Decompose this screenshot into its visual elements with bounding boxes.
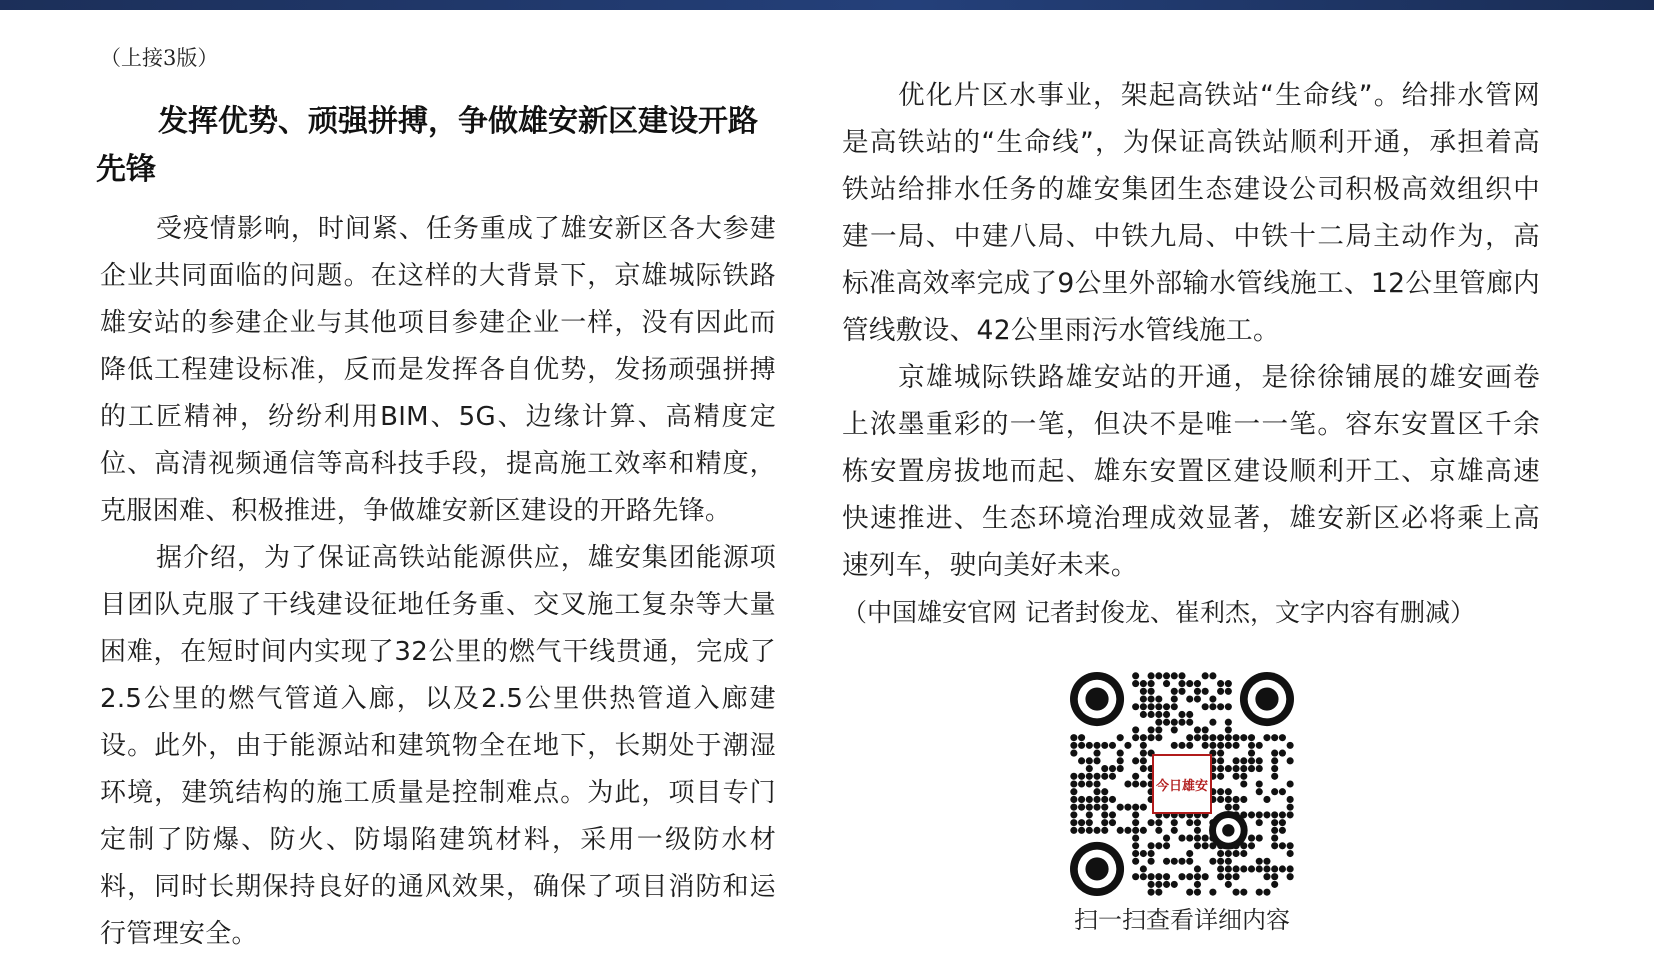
left-text-column (100, 206, 776, 958)
paragraph: 优化片区水事业，架起高铁站“生命线”。给排水管网是高铁站的“生命线”，为保证高铁站顺利开通，承担着高铁站给排水任务的雄安集团生态建设公司积极高效组织中建一局、中建八局、中铁九局、中铁十二局主动作为，高标准高效率完成了9公里外部输水管线施工、12公里管廊内管线敷设、42公里雨污水管线施工。 (842, 80, 1540, 346)
qr-code[interactable] (1070, 672, 1294, 896)
paragraph: 受疫情影响，时间紧、任务重成了雄安新区各大参建企业共同面临的问题。在这样的大背景下，京雄城际铁路雄安站的参建企业与其他项目参建企业一样，没有因此而降低工程建设标准，反而是发挥各自优势，发扬顽强拼搏的工匠精神，纷纷利用BIM、5G、边缘计算、高精度定位、高清视频通信等高科技手段，提高施工效率和精度，克服困难、积极推进，争做雄安新区建设的开路先锋。 (100, 214, 776, 526)
qr-caption: 扫一扫查看详细内容 (1074, 906, 1290, 934)
qr-logo: 今日雄安 (1152, 754, 1212, 814)
paragraph: 据介绍，为了保证高铁站能源供应，雄安集团能源项目团队克服了干线建设征地任务重、交叉施工复杂等大量困难，在短时间内实现了32公里的燃气干线贯通，完成了2.5公里的燃气管道入廊，以及2.5公里供热管道入廊建设。此外，由于能源站和建筑物全在地下，长期处于潮湿环境，建筑结构的施工质量是控制难点。为此，项目专门定制了防爆、防火、防塌陷建筑材料，采用一级防水材料，同时长期保持良好的通风效果，确保了项目消防和运行管理安全。 (100, 543, 776, 949)
article-headline: 发挥优势、顽强拼搏，争做雄安新区建设开路先锋 (96, 104, 758, 187)
top-color-band (0, 0, 1654, 10)
source-credit: （中国雄安官网 记者封俊龙、崔利杰，文字内容有删减） (842, 598, 1475, 627)
continued-from-note: （上接3版） (100, 46, 219, 70)
paragraph: 京雄城际铁路雄安站的开通，是徐徐铺展的雄安画卷上浓墨重彩的一笔，但决不是唯一一笔。容东安置区千余栋安置房拔地而起、雄东安置区建设顺利开工、京雄高速快速推进、生态环境治理成效显著，雄安新区必将乘上高速列车，驶向美好未来。 (842, 362, 1540, 581)
right-text-column (842, 72, 1540, 636)
